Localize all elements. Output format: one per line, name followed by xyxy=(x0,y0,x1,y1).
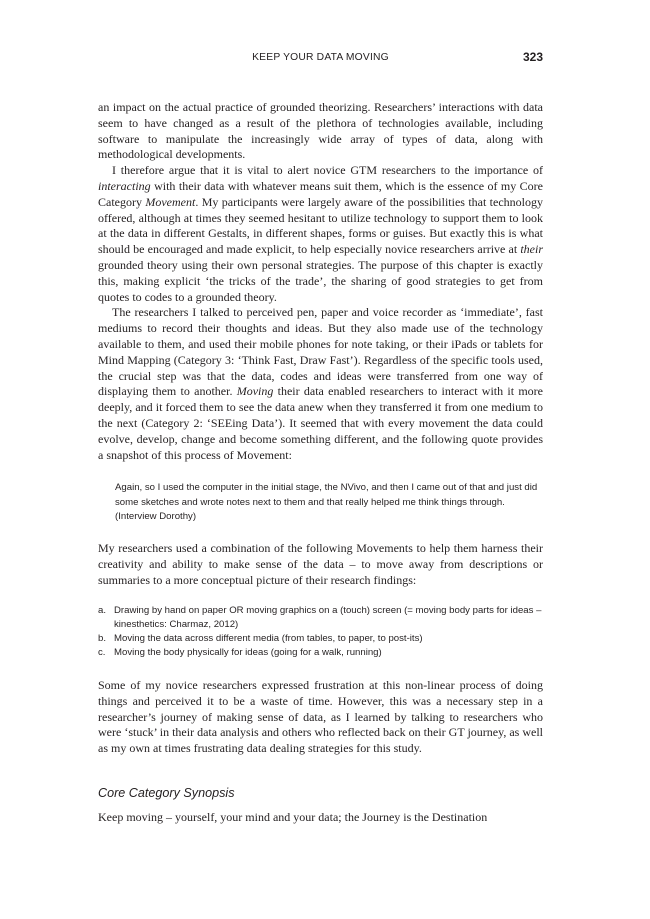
list-item-text: Moving the data across different media (from tables, to paper, to post-its) xyxy=(114,633,423,645)
paragraph-2-part-c: . My participants were largely aware of the possibilities that technology offered, although at times they seemed hesitant to utilize technology to support them to look at the data in different Gestalts, in different shapes, forms or guises. But exactly this is what should be encouraged and made explicit, to help especially novice researchers arrive at xyxy=(98,194,543,257)
paragraph-3-part-a: The researchers I talked to perceived pen, paper and voice recorder as ‘immediate’, fast mediums to record their thoughts and ideas. But they also made use of the technology available to them, and used their mobile phones for note taking, or their iPads or tablets for Mind Mapping (Category 3: ‘Think Fast, Draw Fast’). Regardless of the specific tools used, the crucial step was that the data, codes and ideas were transferred from one way of displaying them to another. xyxy=(98,305,543,399)
movement-list xyxy=(98,604,543,660)
paragraph-3 xyxy=(98,305,543,463)
block-quote: Again, so I used the computer in the initial stage, the NVivo, and then I came out of that and just did some sketches and wrote notes next to them and that really helped me think things through. (Interview Dorothy) xyxy=(115,482,538,522)
list-marker: b. xyxy=(98,633,107,645)
list-marker: a. xyxy=(98,605,107,617)
paragraph-2-part-a: I therefore argue that it is vital to alert novice GTM researchers to the importance of xyxy=(112,163,543,178)
paragraph-2-part-b: with their data with whatever means suit them, which is the essence of my Core Category xyxy=(98,178,543,209)
list-item-text: Moving the body physically for ideas (going for a walk, running) xyxy=(114,647,382,659)
emphasis-movement: Movement xyxy=(145,194,196,209)
list-item xyxy=(98,646,543,660)
section-heading: Core Category Synopsis xyxy=(98,785,235,800)
list-marker: c. xyxy=(98,647,106,659)
book-page xyxy=(98,48,543,826)
running-title: KEEP YOUR DATA MOVING xyxy=(252,52,389,63)
synopsis-text: Keep moving – yourself, your mind and your data; the Journey is the Destination xyxy=(98,809,488,824)
emphasis-interacting: interacting xyxy=(98,178,151,193)
emphasis-moving: Moving xyxy=(236,384,274,399)
list-item xyxy=(98,632,543,646)
page-number: 323 xyxy=(522,50,543,64)
list-item xyxy=(98,604,543,632)
main-text xyxy=(98,100,543,757)
running-header xyxy=(98,48,543,68)
paragraph-5: Some of my novice researchers expressed frustration at this non-linear process of doing things and perceived it to be a waste of time. However, this was a necessary step in a researcher’s journey of making sense of data, as I learned by talking to researchers who were ‘stuck’ in their data analysis and others who reflected back on their GT journey, as well as my own at times frustrating data dealing strategies for this study. xyxy=(98,677,543,756)
paragraph-1: an impact on the actual practice of grounded theorizing. Researchers’ interactions with data seem to have changed as a result of the plethora of technologies available, including software to manipulate the increasingly wide array of types of data, along with methodological developments. xyxy=(98,100,543,162)
emphasis-their: their xyxy=(520,242,543,257)
paragraph-2-part-d: grounded theory using their own personal strategies. The purpose of this chapter is exactly this, making explicit ‘the tricks of the trade’, the sharing of good strategies to get from quotes to codes to a grounded theory. xyxy=(98,257,543,304)
list-item-text: Drawing by hand on paper OR moving graphics on a (touch) screen (= moving body parts for ideas – kinesthetics: Charmaz, 2012) xyxy=(114,605,542,631)
paragraph-2 xyxy=(98,163,543,305)
paragraph-4: My researchers used a combination of the following Movements to help them harness their creativity and ability to make sense of the data – to move away from descriptions or summaries to a more conceptual picture of their research findings: xyxy=(98,540,543,587)
paragraph-3-part-b: their data enabled researchers to interact with it more deeply, and it forced them to see the data anew when they transferred it from one medium to the next (Category 2: ‘SEEing Data’). It seemed that with every movement the data could evolve, develop, change and become something different, and the following quote provides a snapshot of this process of Movement: xyxy=(98,384,543,462)
